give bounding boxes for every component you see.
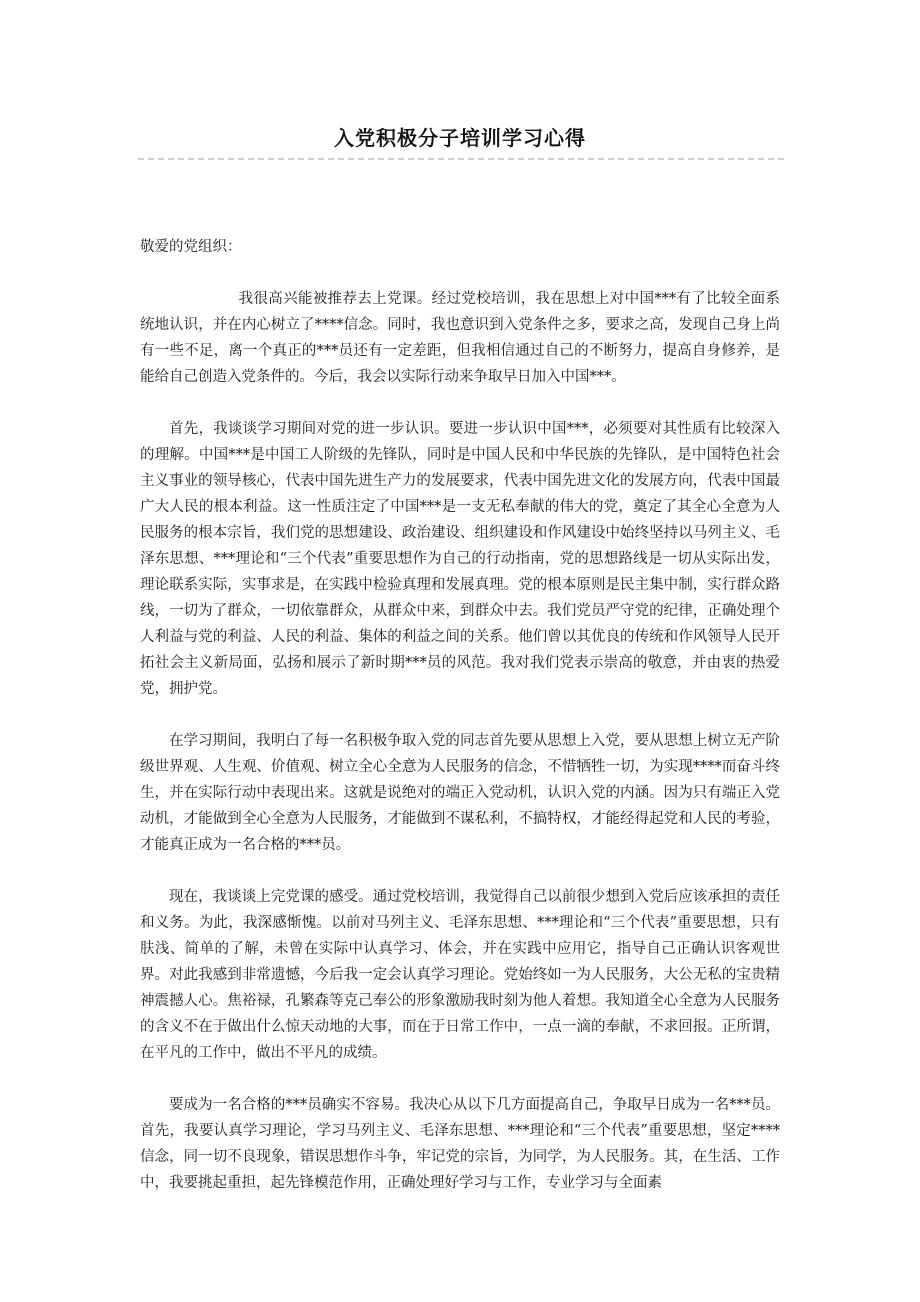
paragraph-resolution: 要成为一名合格的***员确实不容易。我决心从以下几方面提高自己，争取早日成为一名***员。首先，我要认真学习理论，学习马列主义、毛泽东思想、***理论和“三个代表”重要思想，坚定****信念，同一切不良现象，错误思想作斗争，牢记党的宗旨，为同学，为人民服务。其，在生活、工作中，我要挑起重担，起先锋模范作用，正确处理好学习与工作，专业学习与全面素 <box>140 1097 780 1191</box>
salutation: 敬爱的党组织： <box>140 239 242 255</box>
paragraph-motivation: 在学习期间，我明白了每一名积极争取入党的同志首先要从思想上入党，要从思想上树立无产阶级世界观、人生观、价值观、树立全心全意为人民服务的信念，不惜牺牲一切，为实现****而奋斗终生，并在实际行动中表现出来。这就是说绝对的端正入党动机，认识入党的内涵。因为只有端正入党动机，才能做到全心全意为人民服务，才能做到不谋私利，不搞特权，才能经得起党和人民的考验，才能真正成为一名合格的***员。 <box>140 733 780 853</box>
paragraph-understanding: 首先，我谈谈学习期间对党的进一步认识。要进一步认识中国***，必须要对其性质有比较深入的理解。中国***是中国工人阶级的先锋队，同时是中国人民和中华民族的先锋队，是中国特色社会主义事业的领导核心，代表中国先进生产力的发展要求，代表中国先进文化的发展方向，代表中国最广大人民的根本利益。这一性质注定了中国***是一支无私奉献的伟大的党，奠定了其全心全意为人民服务的根本宗旨，我们党的思想建设、政治建设、组织建设和作风建设中始终坚持以马列主义、毛泽东思想、***理论和“三个代表”重要思想作为自己的行动指南，党的思想路线是一切从实际出发，理论联系实际，实事求是，在实践中检验真理和发展真理。党的根本原则是民主集中制，实行群众路线，一切为了群众，一切依靠群众，从群众中来，到群众中去。我们党员严守党的纪律，正确处理个人利益与党的利益、人民的利益、集体的利益之间的关系。他们曾以其优良的传统和作风领导人民开拓社会主义新局面，弘扬和展示了新时期***员的风范。我对我们党表示崇高的敬意，并由衷的热爱党，拥护党。 <box>140 421 780 697</box>
title-divider <box>138 158 784 160</box>
paragraph-reflection: 现在，我谈谈上完党课的感受。通过党校培训，我觉得自己以前很少想到入党后应该承担的责任和义务。为此，我深感惭愧。以前对马列主义、毛泽东思想、***理论和“三个代表”重要思想，只有肤浅、简单的了解，未曾在实际中认真学习、体会，并在实践中应用它，指导自己正确认识客观世界。对此我感到非常遗憾，今后我一定会认真学习理论。党始终如一为人民服务，大公无私的宝贵精神震撼人心。焦裕禄，孔繁森等克己奉公的形象激励我时刻为他人着想。我知道全心全意为人民服务的含义不在于做出什么惊天动地的大事，而在于日常工作中，一点一滴的奉献，不求回报。正所谓，在平凡的工作中，做出不平凡的成绩。 <box>140 889 780 1061</box>
document-body <box>140 234 780 1222</box>
document-title: 入党积极分子培训学习心得 <box>334 126 586 150</box>
paragraph-intro: 我很高兴能被推荐去上党课。经过党校培训，我在思想上对中国***有了比较全面系统地认识，并在内心树立了****信念。同时，我也意识到入党条件之多，要求之高，发现自己身上尚有一些不足，离一个真正的***员还有一定差距，但我相信通过自己的不断努力，提高自身修养，是能给自己创造入党条件的。今后，我会以实际行动来争取早日加入中国***。 <box>140 291 780 385</box>
